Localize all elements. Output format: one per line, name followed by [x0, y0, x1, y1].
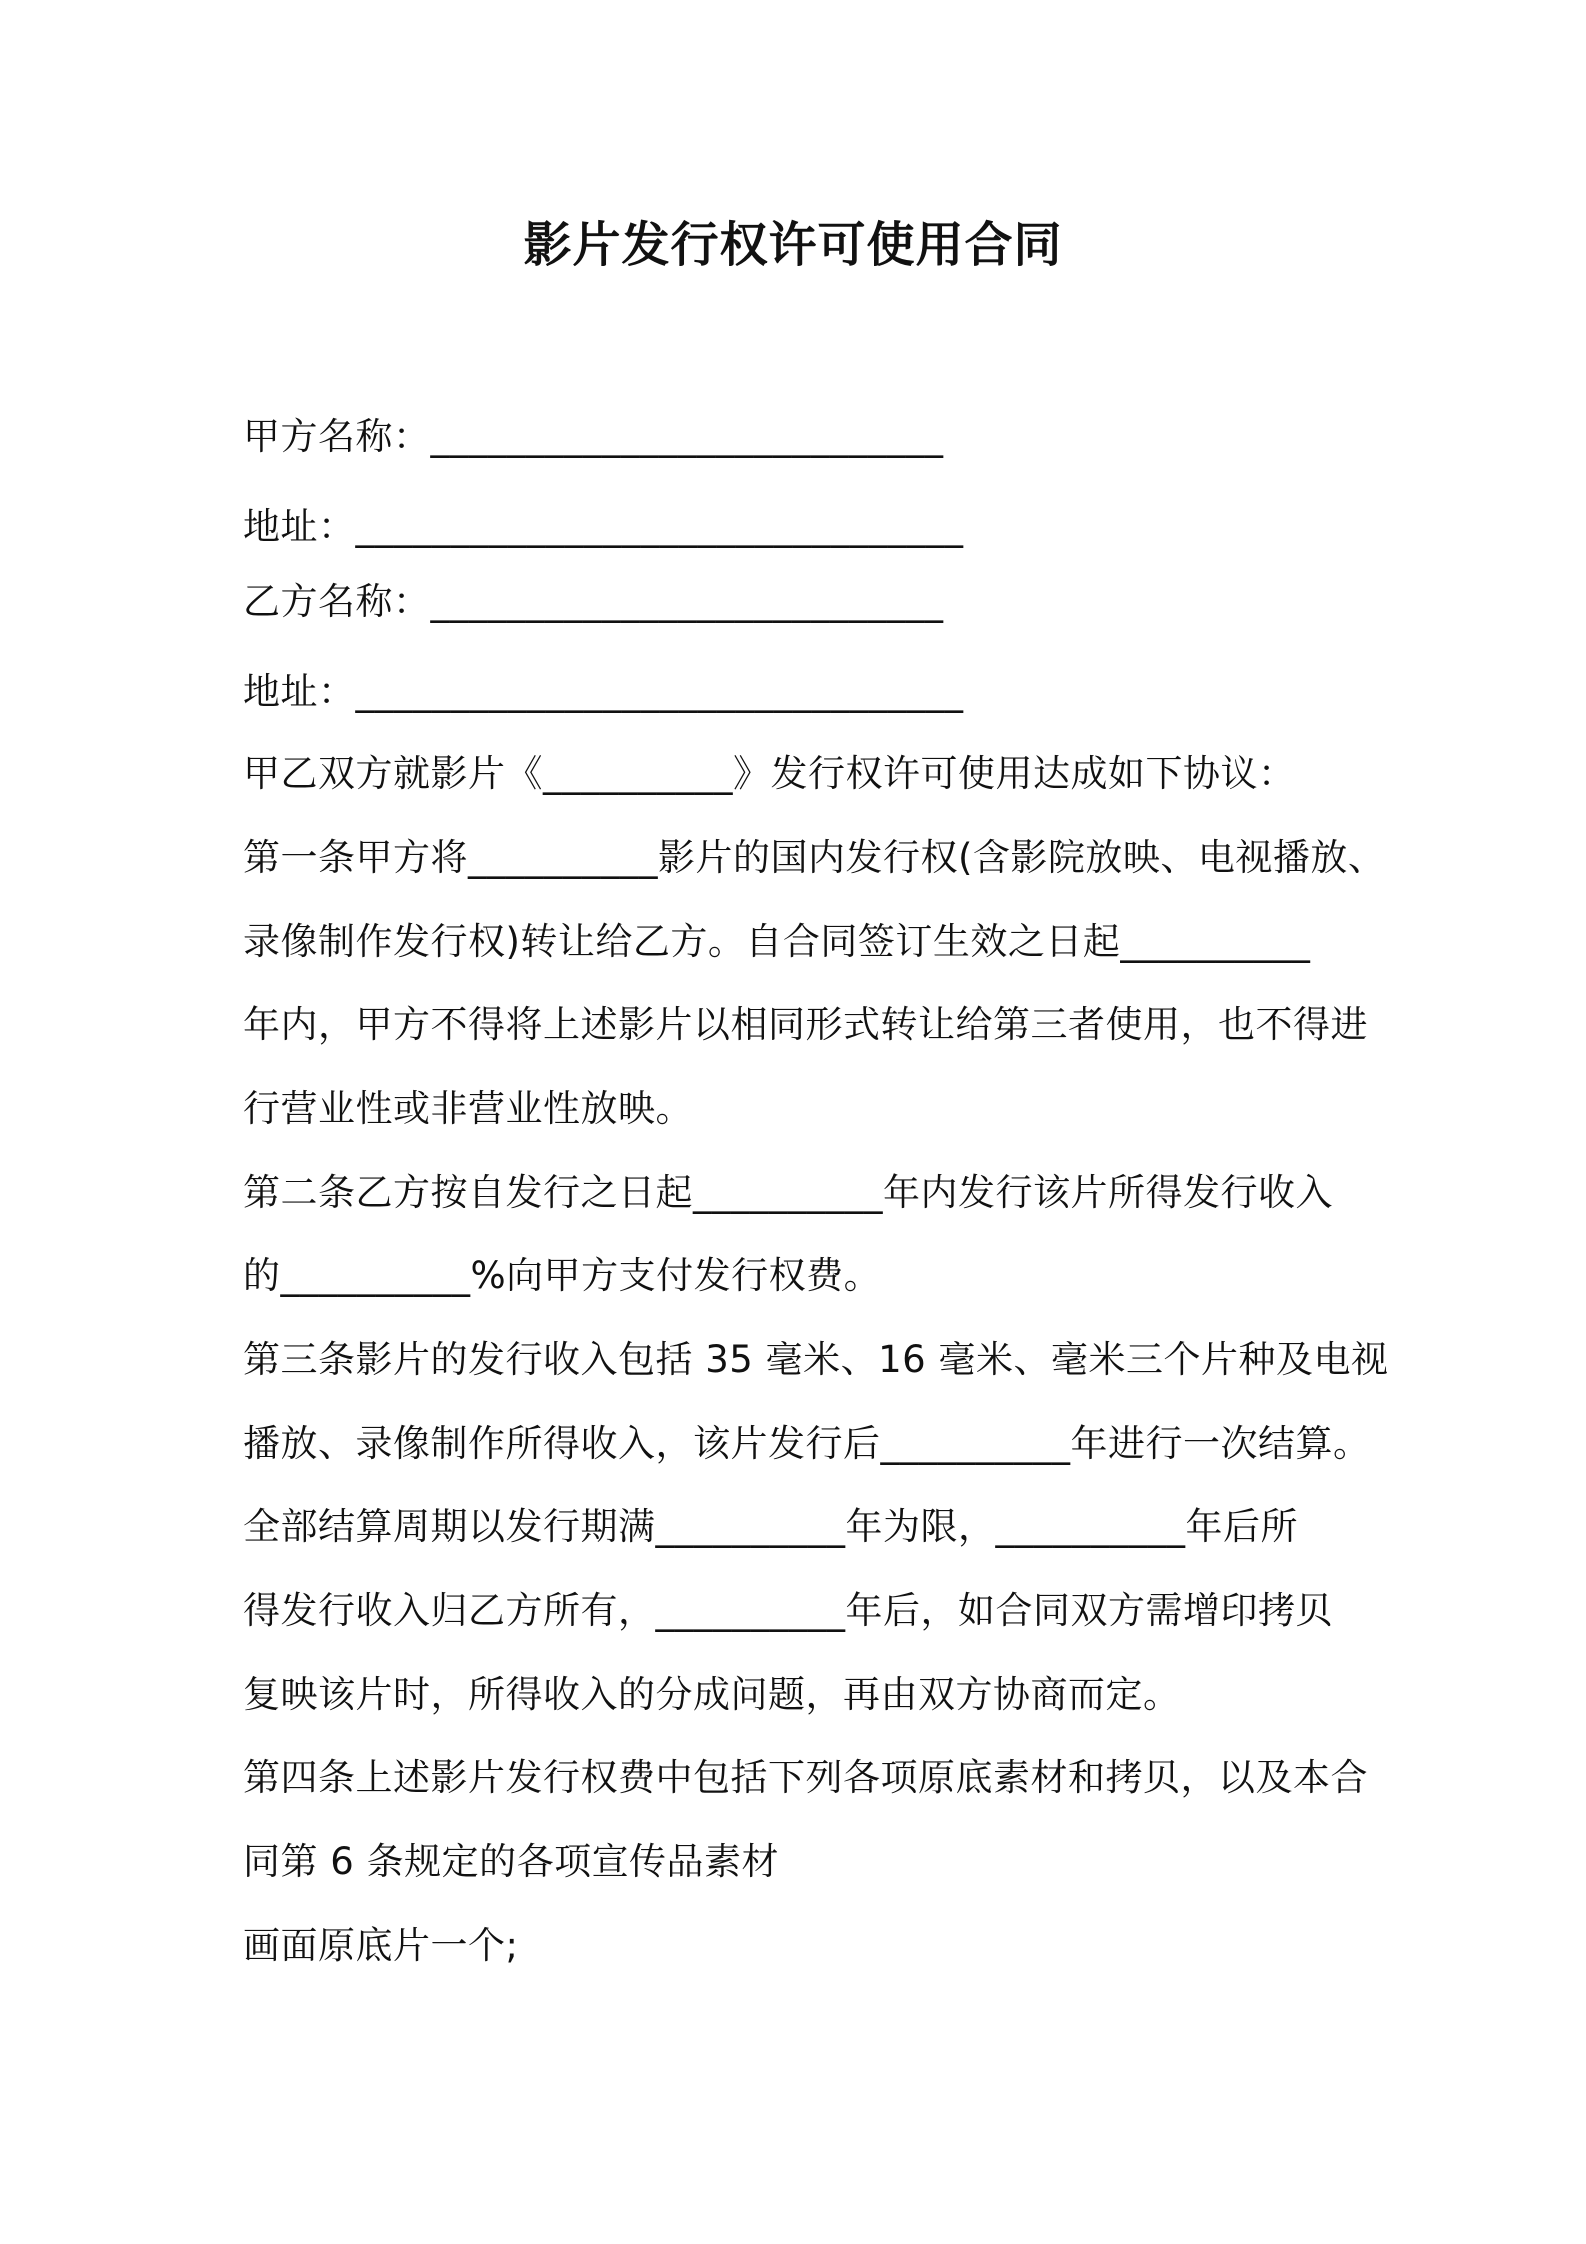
article3-line: 第三条影片的发行收入包括 35 毫米、16 毫米、毫米三个片种及电视 — [243, 1338, 1389, 1381]
article1-line: 行营业性或非营业性放映。 — [243, 1087, 693, 1130]
article3-line: 播放、录像制作所得收入，该片发行后__________年进行一次结算。 — [243, 1422, 1371, 1465]
party-b-name-line: 乙方名称：___________________________ — [243, 580, 944, 623]
party-a-address-line: 地址：________________________________ — [243, 505, 964, 548]
article2-line: 的__________%向甲方支付发行权费。 — [243, 1254, 882, 1297]
article3-line: 得发行收入归乙方所有，__________年后，如合同双方需增印拷贝 — [243, 1589, 1333, 1632]
item-line: 画面原底片一个; — [243, 1924, 519, 1967]
intro-paragraph: 甲乙双方就影片《__________》发行权许可使用达成如下协议： — [243, 752, 1296, 795]
article1-line: 第一条甲方将__________影片的国内发行权(含影院放映、电视播放、 — [243, 836, 1386, 879]
article4-line: 第四条上述影片发行权费中包括下列各项原底素材和拷贝，以及本合 — [243, 1756, 1368, 1799]
article2-line: 第二条乙方按自发行之日起__________年内发行该片所得发行收入 — [243, 1171, 1333, 1214]
article1-line: 年内，甲方不得将上述影片以相同形式转让给第三者使用，也不得进 — [243, 1003, 1368, 1046]
article1-line: 录像制作发行权)转让给乙方。自合同签订生效之日起__________ — [243, 920, 1311, 963]
article3-line: 复映该片时，所得收入的分成问题，再由双方协商而定。 — [243, 1673, 1181, 1716]
party-a-name-line: 甲方名称：___________________________ — [243, 415, 944, 458]
party-b-address-line: 地址：________________________________ — [243, 670, 964, 713]
article4-line: 同第 6 条规定的各项宣传品素材 — [243, 1840, 780, 1883]
document-title: 影片发行权许可使用合同 — [523, 217, 1063, 273]
article3-line: 全部结算周期以发行期满__________年为限，__________年后所 — [243, 1505, 1298, 1548]
